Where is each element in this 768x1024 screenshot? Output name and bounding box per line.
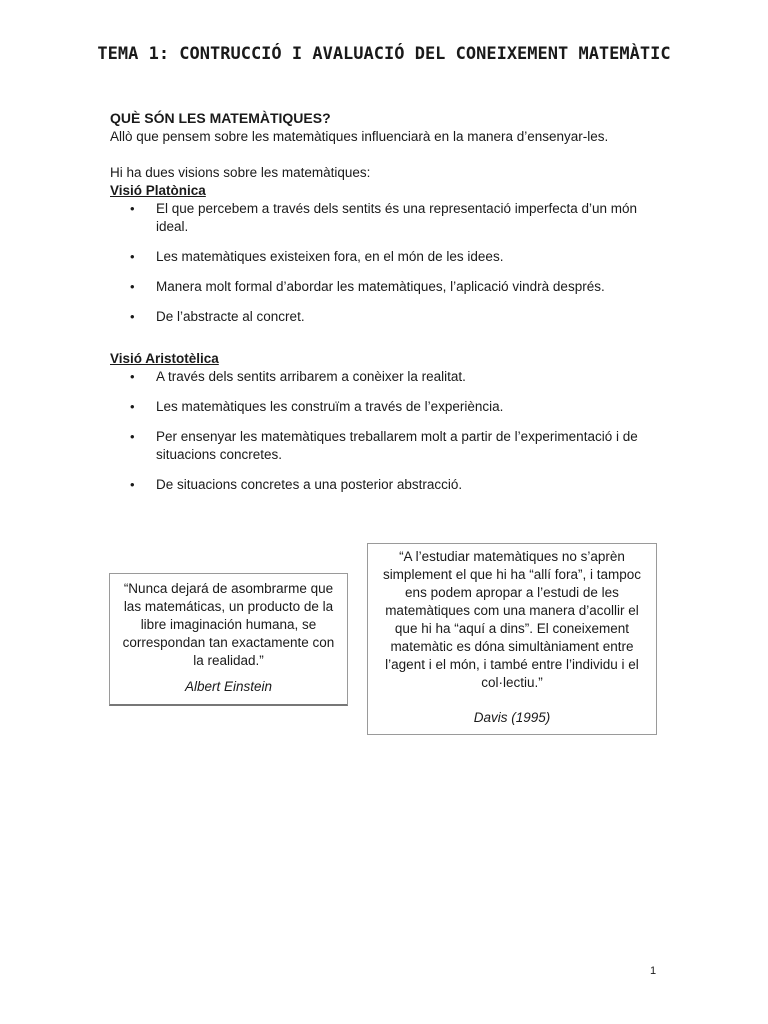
bullet-icon: • (130, 279, 135, 294)
platonic-list (110, 200, 670, 326)
list-item: • El que percebem a través dels sentits és una representació imperfecta d’un món ideal. (130, 201, 638, 234)
bullet-icon: • (130, 201, 135, 216)
section-heading: QUÈ SÓN LES MATEMÀTIQUES? (110, 110, 331, 126)
bullet-icon: • (130, 309, 135, 324)
aristotelian-list (110, 368, 670, 494)
list-item: • De situacions concretes a una posterior abstracció. (130, 477, 463, 492)
bullet-icon: • (130, 477, 135, 492)
list-item: • Manera molt formal d’abordar les matemàtiques, l’aplicació vindrà després. (130, 279, 605, 294)
bullet-icon: • (130, 399, 135, 414)
list-item: • Per ensenyar les matemàtiques treballarem molt a partir de l’experimentació i de situacions concretes. (130, 429, 638, 462)
list-item: • De l’abstracte al concret. (130, 309, 305, 324)
spacer (110, 146, 670, 164)
quote-author: Albert Einstein (184, 679, 273, 694)
spacer (110, 338, 670, 350)
list-item: • A través dels sentits arribarem a conèixer la realitat. (130, 369, 466, 384)
davis-quote-box (367, 543, 657, 735)
page-title: TEMA 1: CONTRUCCIÓ I AVALUACIÓ DEL CONEIXEMENT MATEMÀTIC (97, 44, 671, 64)
page-number: 1 (650, 965, 657, 977)
platonic-heading: Visió Platònica (110, 183, 206, 198)
einstein-quote-box (109, 573, 348, 706)
quote-text: “Nunca dejará de asombrarme que las matemáticas, un producto de la libre imaginación humana, se correspondan tan exactamente con la realidad.” (122, 581, 335, 668)
bullet-icon: • (130, 429, 135, 444)
intro-paragraph: Allò que pensem sobre les matemàtiques influenciarà en la manera d’ensenyar-les. (110, 129, 609, 144)
bullet-icon: • (130, 369, 135, 384)
aristotelian-heading: Visió Aristotèlica (110, 351, 219, 366)
quote-author: Davis (1995) (473, 710, 551, 725)
list-item: • Les matemàtiques les construïm a través de l’experiència. (130, 399, 504, 414)
quote-text: “A l’estudiar matemàtiques no s’aprèn simplement el que hi ha “allí fora”, i tampoc ens podem apropar a l’estudi de les matemàtiques com una manera d’acollir el que hi ha “aquí a dins”. El coneixement matemàtic es dóna simultàniament entre l’agent i el món, i també entre l’individu i el col·lectiu.” (382, 549, 642, 690)
list-item: • Les matemàtiques existeixen fora, en el món de les idees. (130, 249, 504, 264)
bullet-icon: • (130, 249, 135, 264)
document-body (110, 108, 670, 506)
visions-intro: Hi ha dues visions sobre les matemàtiques: (110, 165, 371, 180)
